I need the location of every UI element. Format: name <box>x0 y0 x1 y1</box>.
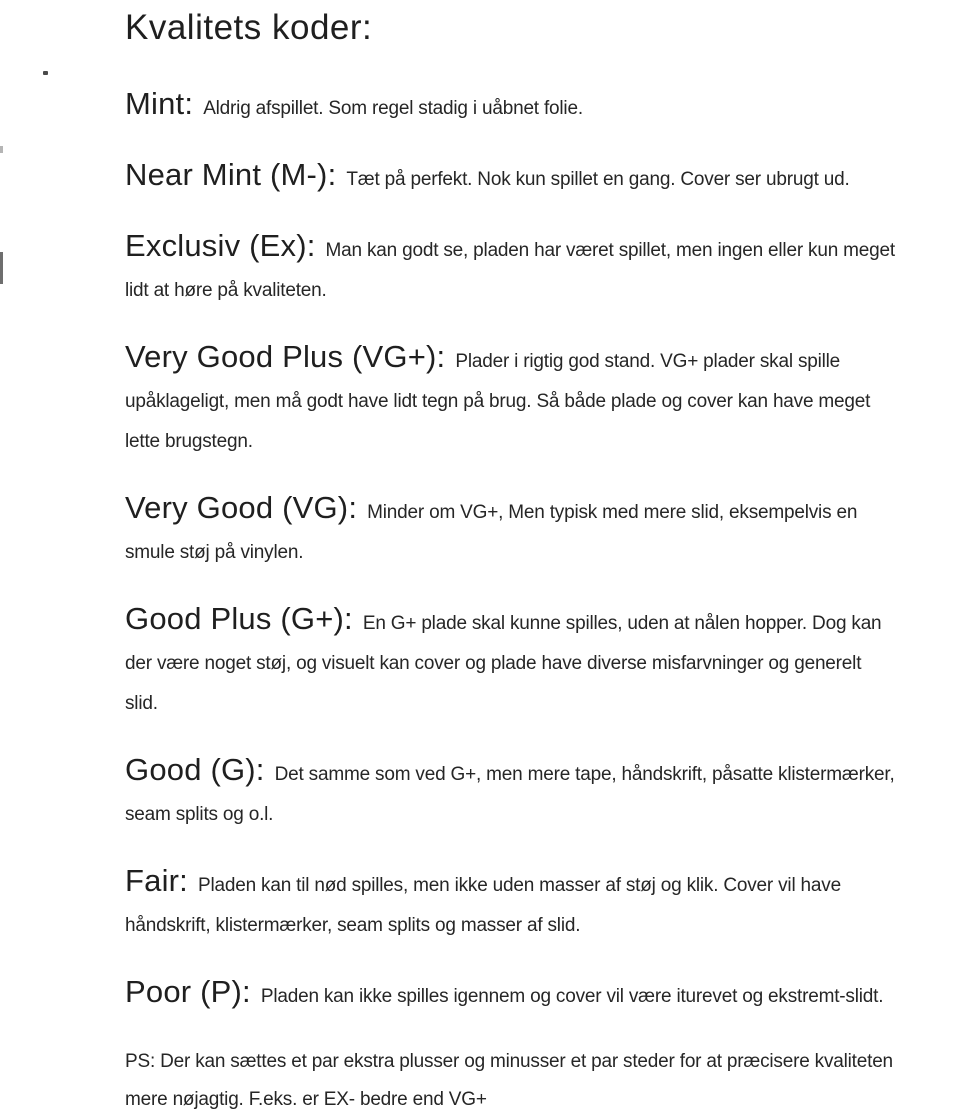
scan-edge-bar <box>0 252 3 284</box>
scan-edge-tick <box>0 146 3 153</box>
grade-term: Very Good Plus (VG+): <box>125 339 446 374</box>
document-page <box>125 8 895 1119</box>
scan-speck <box>43 71 48 75</box>
grade-description: Minder om VG+, Men typisk med mere slid, eksempelvis en smule støj på vinylen. <box>125 502 858 563</box>
page-title: Kvalitets koder: <box>125 8 373 47</box>
grade-term: Good Plus (G+): <box>125 601 353 636</box>
grade-description: Det samme som ved G+, men mere tape, håndskrift, påsatte klistermærker, seam splits og o.l. <box>125 764 895 825</box>
grade-term: Poor (P): <box>125 974 251 1009</box>
grade-description: Pladen kan til nød spilles, men ikke uden masser af støj og klik. Cover vil have håndskrift, klistermærker, seam splits og masser af slid. <box>125 875 841 936</box>
grade-description: Tæt på perfekt. Nok kun spillet en gang. Cover ser ubrugt ud. <box>346 169 850 190</box>
grade-term: Exclusiv (Ex): <box>125 228 316 263</box>
grade-description: Aldrig afspillet. Som regel stadig i uåbnet folie. <box>203 98 583 119</box>
grade-entry-very-good-plus <box>125 337 895 462</box>
grade-entry-very-good <box>125 488 895 573</box>
grade-term: Very Good (VG): <box>125 490 358 525</box>
grade-entry-good <box>125 750 895 835</box>
grade-description: Plader i rigtig god stand. VG+ plader skal spille upåklageligt, men må godt have lidt tegn på brug. Så både plade og cover kan have meget lette brugstegn. <box>125 351 871 452</box>
grade-description: Man kan godt se, pladen har været spillet, men ingen eller kun meget lidt at høre på kvaliteten. <box>125 240 895 301</box>
grade-term: Fair: <box>125 863 188 898</box>
grade-description: En G+ plade skal kunne spilles, uden at nålen hopper. Dog kan der være noget støj, og visuelt kan cover og plade have diverse misfarvninger og generelt slid. <box>125 613 882 714</box>
grade-entry-near-mint <box>125 155 895 200</box>
grade-term: Good (G): <box>125 752 265 787</box>
grade-description: Pladen kan ikke spilles igennem og cover vil være iturevet og ekstremt-slidt. <box>260 986 884 1007</box>
grade-entry-good-plus <box>125 599 895 724</box>
grade-entry-mint <box>125 84 895 129</box>
grade-entry-poor <box>125 972 895 1017</box>
ps-note: PS: Der kan sættes et par ekstra plusser og minusser et par steder for at præcisere kvaliteten mere nøjagtig. F.eks. er EX- bedre end VG+ <box>125 1051 893 1110</box>
grade-entry-fair <box>125 861 895 946</box>
grade-entry-exclusiv <box>125 226 895 311</box>
grade-term: Near Mint (M-): <box>125 157 337 192</box>
grade-term: Mint: <box>125 86 194 121</box>
